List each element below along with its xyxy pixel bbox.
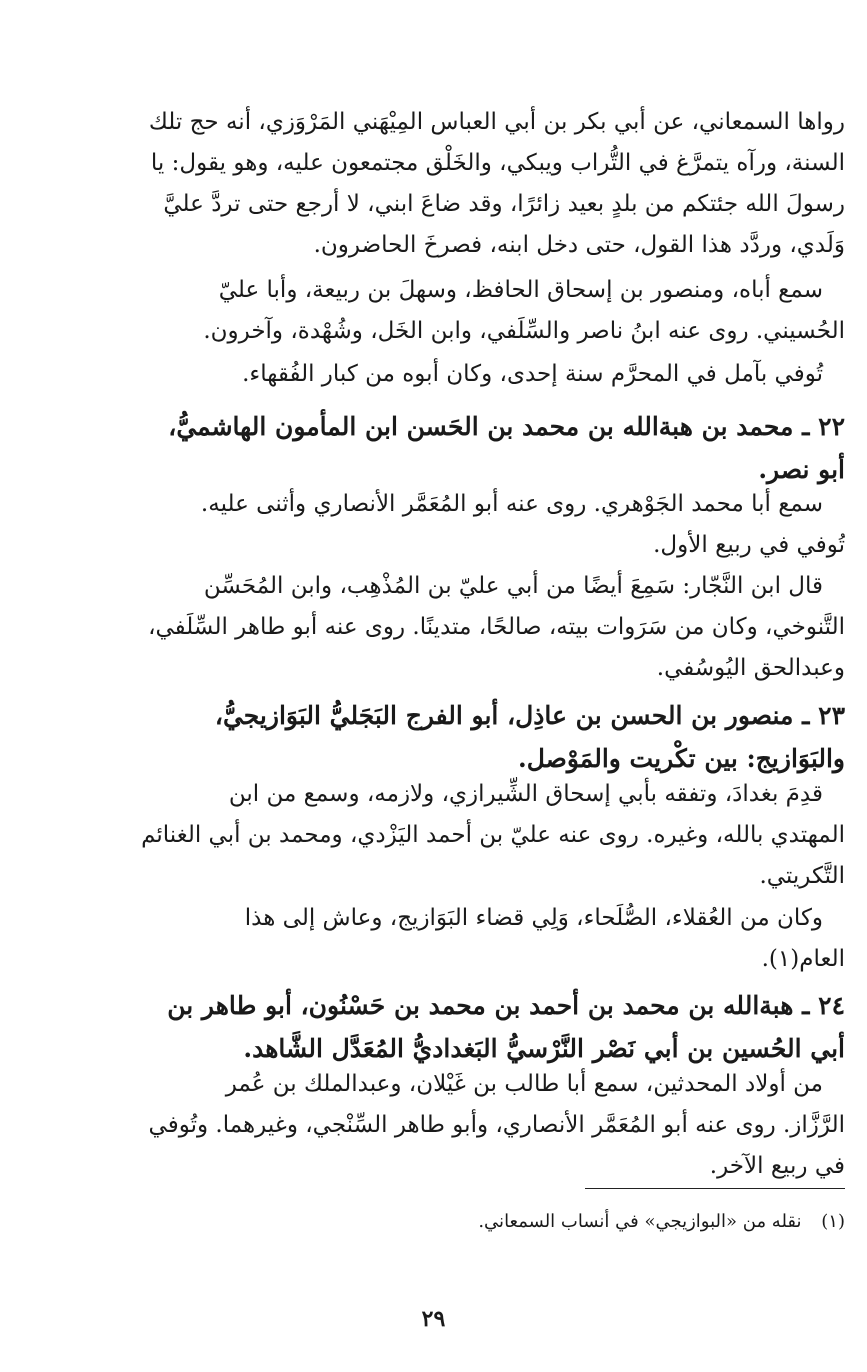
footnote-number: (١) bbox=[821, 1211, 845, 1232]
text-line: السنة، ورآه يتمرَّغ في التُّراب ويبكي، والخَلْق مجتمعون عليه، وهو يقول: يا bbox=[150, 150, 845, 176]
heading-line: ٢٢ ـ محمد بن هبةالله بن محمد بن الحَسن ابن المأمون الهاشميُّ، bbox=[168, 412, 845, 441]
page-number: ٢٩ bbox=[421, 1306, 446, 1332]
footnote-text: نقله من «البوازيجي» في أنساب السمعاني. bbox=[478, 1211, 802, 1232]
text-line: وعبدالحق اليُوسُفي. bbox=[656, 655, 845, 681]
paragraph-24-text bbox=[0, 1064, 867, 1187]
text-line: قال ابن النَّجّار: سَمِعَ أيضًا من أبي عليّ بن المُذْهِب، وابن المُحَسِّن bbox=[203, 573, 823, 599]
paragraph-23-judge bbox=[0, 898, 867, 980]
paragraph-death bbox=[0, 354, 867, 395]
text-line: رسولَ الله جئتكم من بلدٍ بعيد زائرًا، وقد ضاعَ ابني، لا أرجع حتى تردَّ عليَّ bbox=[163, 191, 845, 217]
paragraph-hajj-story bbox=[0, 102, 867, 266]
footnote bbox=[25, 1208, 845, 1236]
heading-line: ٢٣ ـ منصور بن الحسن بن عاذِل، أبو الفرج البَجَليُّ البَوَازيجيُّ، bbox=[214, 701, 845, 730]
heading-line: أبي الحُسين بن أبي نَصْر النَّرْسيُّ البَغداديُّ المُعَدَّل الشَّاهد. bbox=[243, 1034, 845, 1063]
text-line: المهتدي بالله، وغيره. روى عنه عليّ بن أحمد اليَزْدي، ومحمد بن أبي الغنائم bbox=[141, 822, 845, 848]
text-line: سمع أباه، ومنصور بن إسحاق الحافظ، وسهلَ بن ربيعة، وأبا عليّ bbox=[218, 277, 823, 303]
paragraph-22-text bbox=[0, 484, 867, 566]
heading-line: أبو نصر. bbox=[758, 455, 845, 484]
text-line: سمع أبا محمد الجَوْهري. روى عنه أبو المُعَمَّر الأنصاري وأثنى عليه. bbox=[200, 491, 823, 517]
text-line: تُوفي بآمل في المحرَّم سنة إحدى، وكان أبوه من كبار الفُقهاء. bbox=[242, 361, 823, 387]
text-line: التَّكريتي. bbox=[759, 863, 845, 889]
text-line: الحُسيني. روى عنه ابنُ ناصر والسِّلَفي، وابن الخَل، وشُهْدة، وآخرون. bbox=[203, 318, 845, 344]
paragraph-teachers bbox=[0, 270, 867, 352]
biography-heading-22 bbox=[0, 405, 867, 491]
heading-line: والبَوَازيج: بين تكْريت والمَوْصل. bbox=[517, 744, 845, 773]
text-line: قدِمَ بغدادَ، وتفقه بأبي إسحاق الشِّيرازي، ولازمه، وسمع من ابن bbox=[228, 781, 823, 807]
text-line: وكان من العُقلاء، الصُّلَحاء، وَلِي قضاء البَوَازيج، وعاش إلى هذا bbox=[244, 905, 823, 931]
text-line: وَلَدي، وردَّد هذا القول، حتى دخل ابنه، فصرخَ الحاضرون. bbox=[313, 232, 845, 258]
text-line: في ربيع الآخر. bbox=[709, 1153, 845, 1179]
biography-heading-23 bbox=[0, 694, 867, 780]
text-line: التَّنوخي، وكان من سَرَوات بيته، صالحًا، متدينًا. روى عنه أبو طاهر السِّلَفي، bbox=[148, 614, 845, 640]
paragraph-23-text bbox=[0, 774, 867, 897]
text-line: رواها السمعاني، عن أبي بكر بن أبي العباس المِيْهَني المَرْوَزي، أنه حج تلك bbox=[148, 109, 845, 135]
biography-heading-24 bbox=[0, 984, 867, 1070]
text-line: تُوفي في ربيع الأول. bbox=[653, 532, 845, 558]
text-line: من أولاد المحدثين، سمع أبا طالب بن غَيْلان، وعبدالملك بن عُمر bbox=[225, 1071, 823, 1097]
paragraph-22-ibn-najjar bbox=[0, 566, 867, 689]
text-line: الرَّزَّاز. روى عنه أبو المُعَمَّر الأنصاري، وأبو طاهر السِّنْجي، وغيرهما. وتُوفي bbox=[148, 1112, 845, 1138]
heading-line: ٢٤ ـ هبةالله بن محمد بن أحمد بن محمد بن حَسْنُون، أبو طاهر بن bbox=[167, 991, 845, 1020]
text-line: العام(١). bbox=[761, 946, 845, 972]
footnote-separator bbox=[585, 1188, 845, 1189]
